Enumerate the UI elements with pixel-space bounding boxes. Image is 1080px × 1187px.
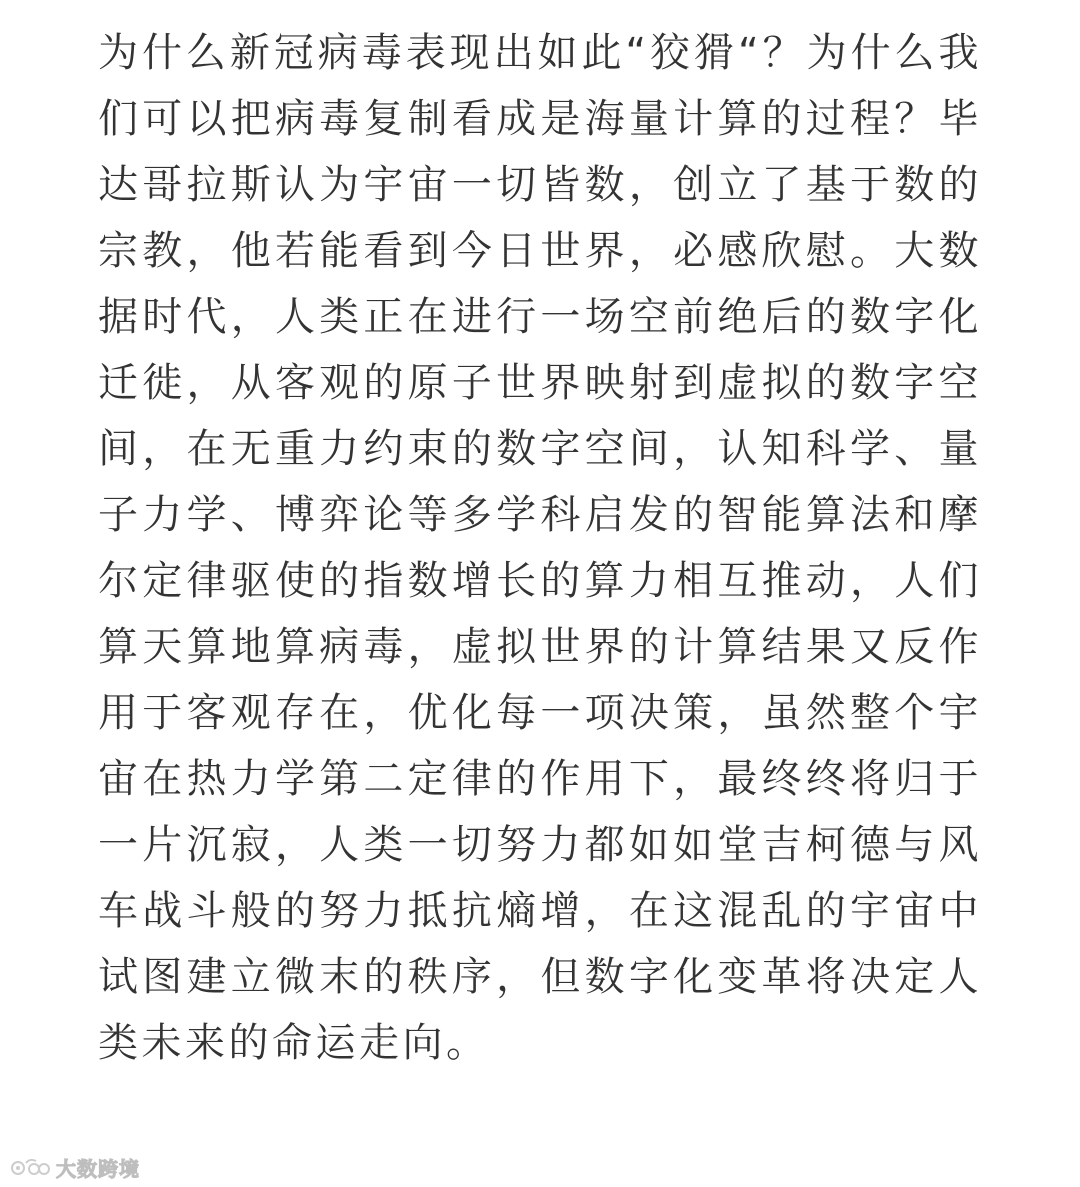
watermark	[10, 1154, 140, 1180]
article-paragraph: 为什么新冠病毒表现出如此“狡猾“？为什么我们可以把病毒复制看成是海量计算的过程？毕达哥拉斯认为宇宙一切皆数，创立了基于数的宗教，他若能看到今日世界，必感欣慰。大数据时代，人类正在进行一场空前绝后的数字化迁徙，从客观的原子世界映射到虚拟的数字空间，在无重力约束的数字空间，认知科学、量子力学、博弈论等多学科启发的智能算法和摩尔定律驱使的指数增长的算力相互推动，人们算天算地算病毒，虚拟世界的计算结果又反作用于客观存在，优化每一项决策，虽然整个宇宙在热力学第二定律的作用下，最终终将归于一片沉寂，人类一切努力都如如堂吉柯德与风车战斗般的努力抵抗熵增，在这混乱的宇宙中试图建立微末的秩序，但数字化变革将决定人类未来的命运走向。	[98, 30, 982, 1066]
watermark-text: 大数跨境	[56, 1156, 140, 1181]
weibo-style-logo-icon	[10, 1155, 50, 1179]
